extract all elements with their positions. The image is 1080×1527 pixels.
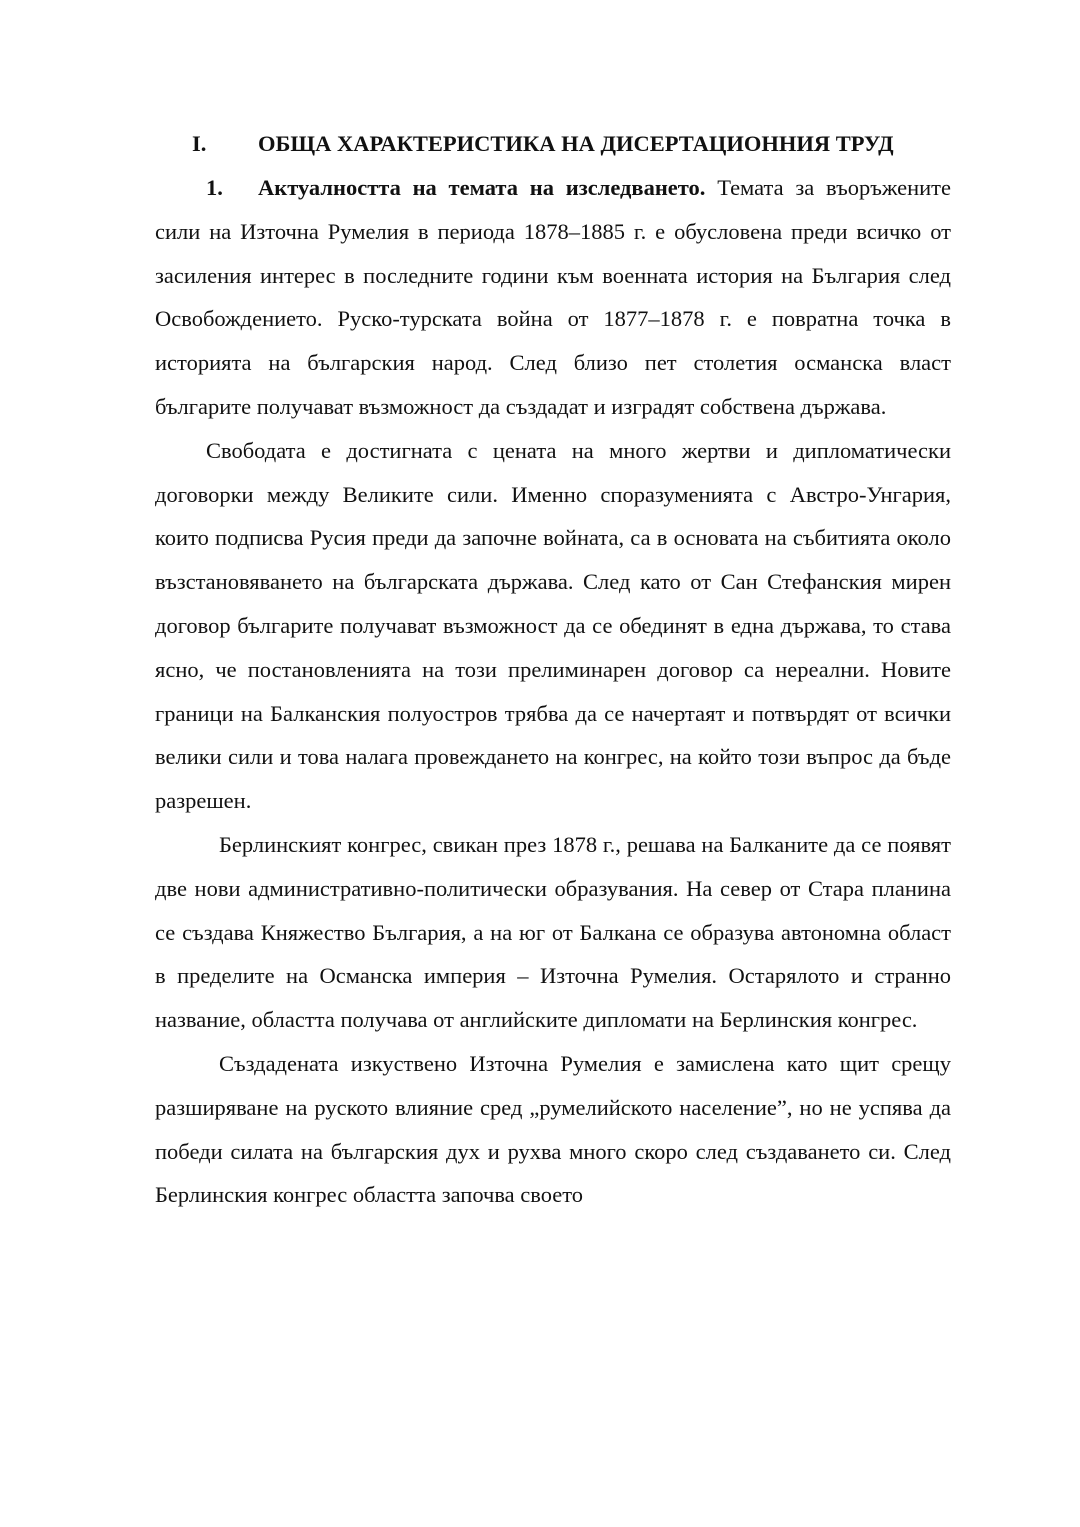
chapter-title: ОБЩА ХАРАКТЕРИСТИКА НА ДИСЕРТАЦИОННИЯ ТРУД bbox=[258, 131, 894, 156]
chapter-number: I. bbox=[192, 131, 207, 156]
body-paragraph-1: Свободата е достигната с цената на много жертви и дипломатически договорки между Великите сили. Именно споразуменията с Австро-Унгария, които подписва Русия преди да започне войната, са в основата на събитията около възстановяването на българската държава. След като от Сан Стефанския мирен договор българите получават възможност да се обединят в една държава, то става ясно, че постановленията на този прелиминарен договор са нереални. Новите граници на Балканския полуостров трябва да се начертаят и потвърдят от всички велики сили и това налага провеждането на конгрес, на който този въпрос да бъде разрешен. bbox=[155, 437, 951, 814]
section-1-text: Темата за въоръжените сили на Източна Румелия в периода 1878–1885 г. е обусловена преди всичко от засиления интерес в последните години към военната история на България след Освобождението. Руско-турската война от 1877–1878 г. е повратна точка в историята на българския народ. След близо пет столетия османска власт българите получават възможност да създадат и изградят собствена държава. bbox=[155, 175, 952, 419]
chapter-heading bbox=[155, 122, 951, 166]
body-paragraph-2: Берлинският конгрес, свикан през 1878 г., решава на Балканите да се появят две нови административно-политически образувания. На север от Стара планина се създава Княжество България, а на юг от Балкана се образува автономна област в пределите на Османска империя – Източна Румелия. Остарялото и странно название, областта получава от английските дипломати на Берлинския конгрес. bbox=[155, 831, 951, 1033]
section-1-paragraph bbox=[155, 166, 951, 429]
body-paragraph-3: Създадената изкуствено Източна Румелия е замислена като щит срещу разширяване на руското влияние сред „румелийското население”, но не успява да победи силата на българския дух и рухва много скоро след създаването си. След Берлинския конгрес областта започва своето bbox=[155, 1050, 951, 1208]
section-title: Актуалността на темата на изследването. bbox=[258, 175, 706, 200]
document-page bbox=[155, 122, 951, 1217]
section-number: 1. bbox=[206, 175, 223, 200]
